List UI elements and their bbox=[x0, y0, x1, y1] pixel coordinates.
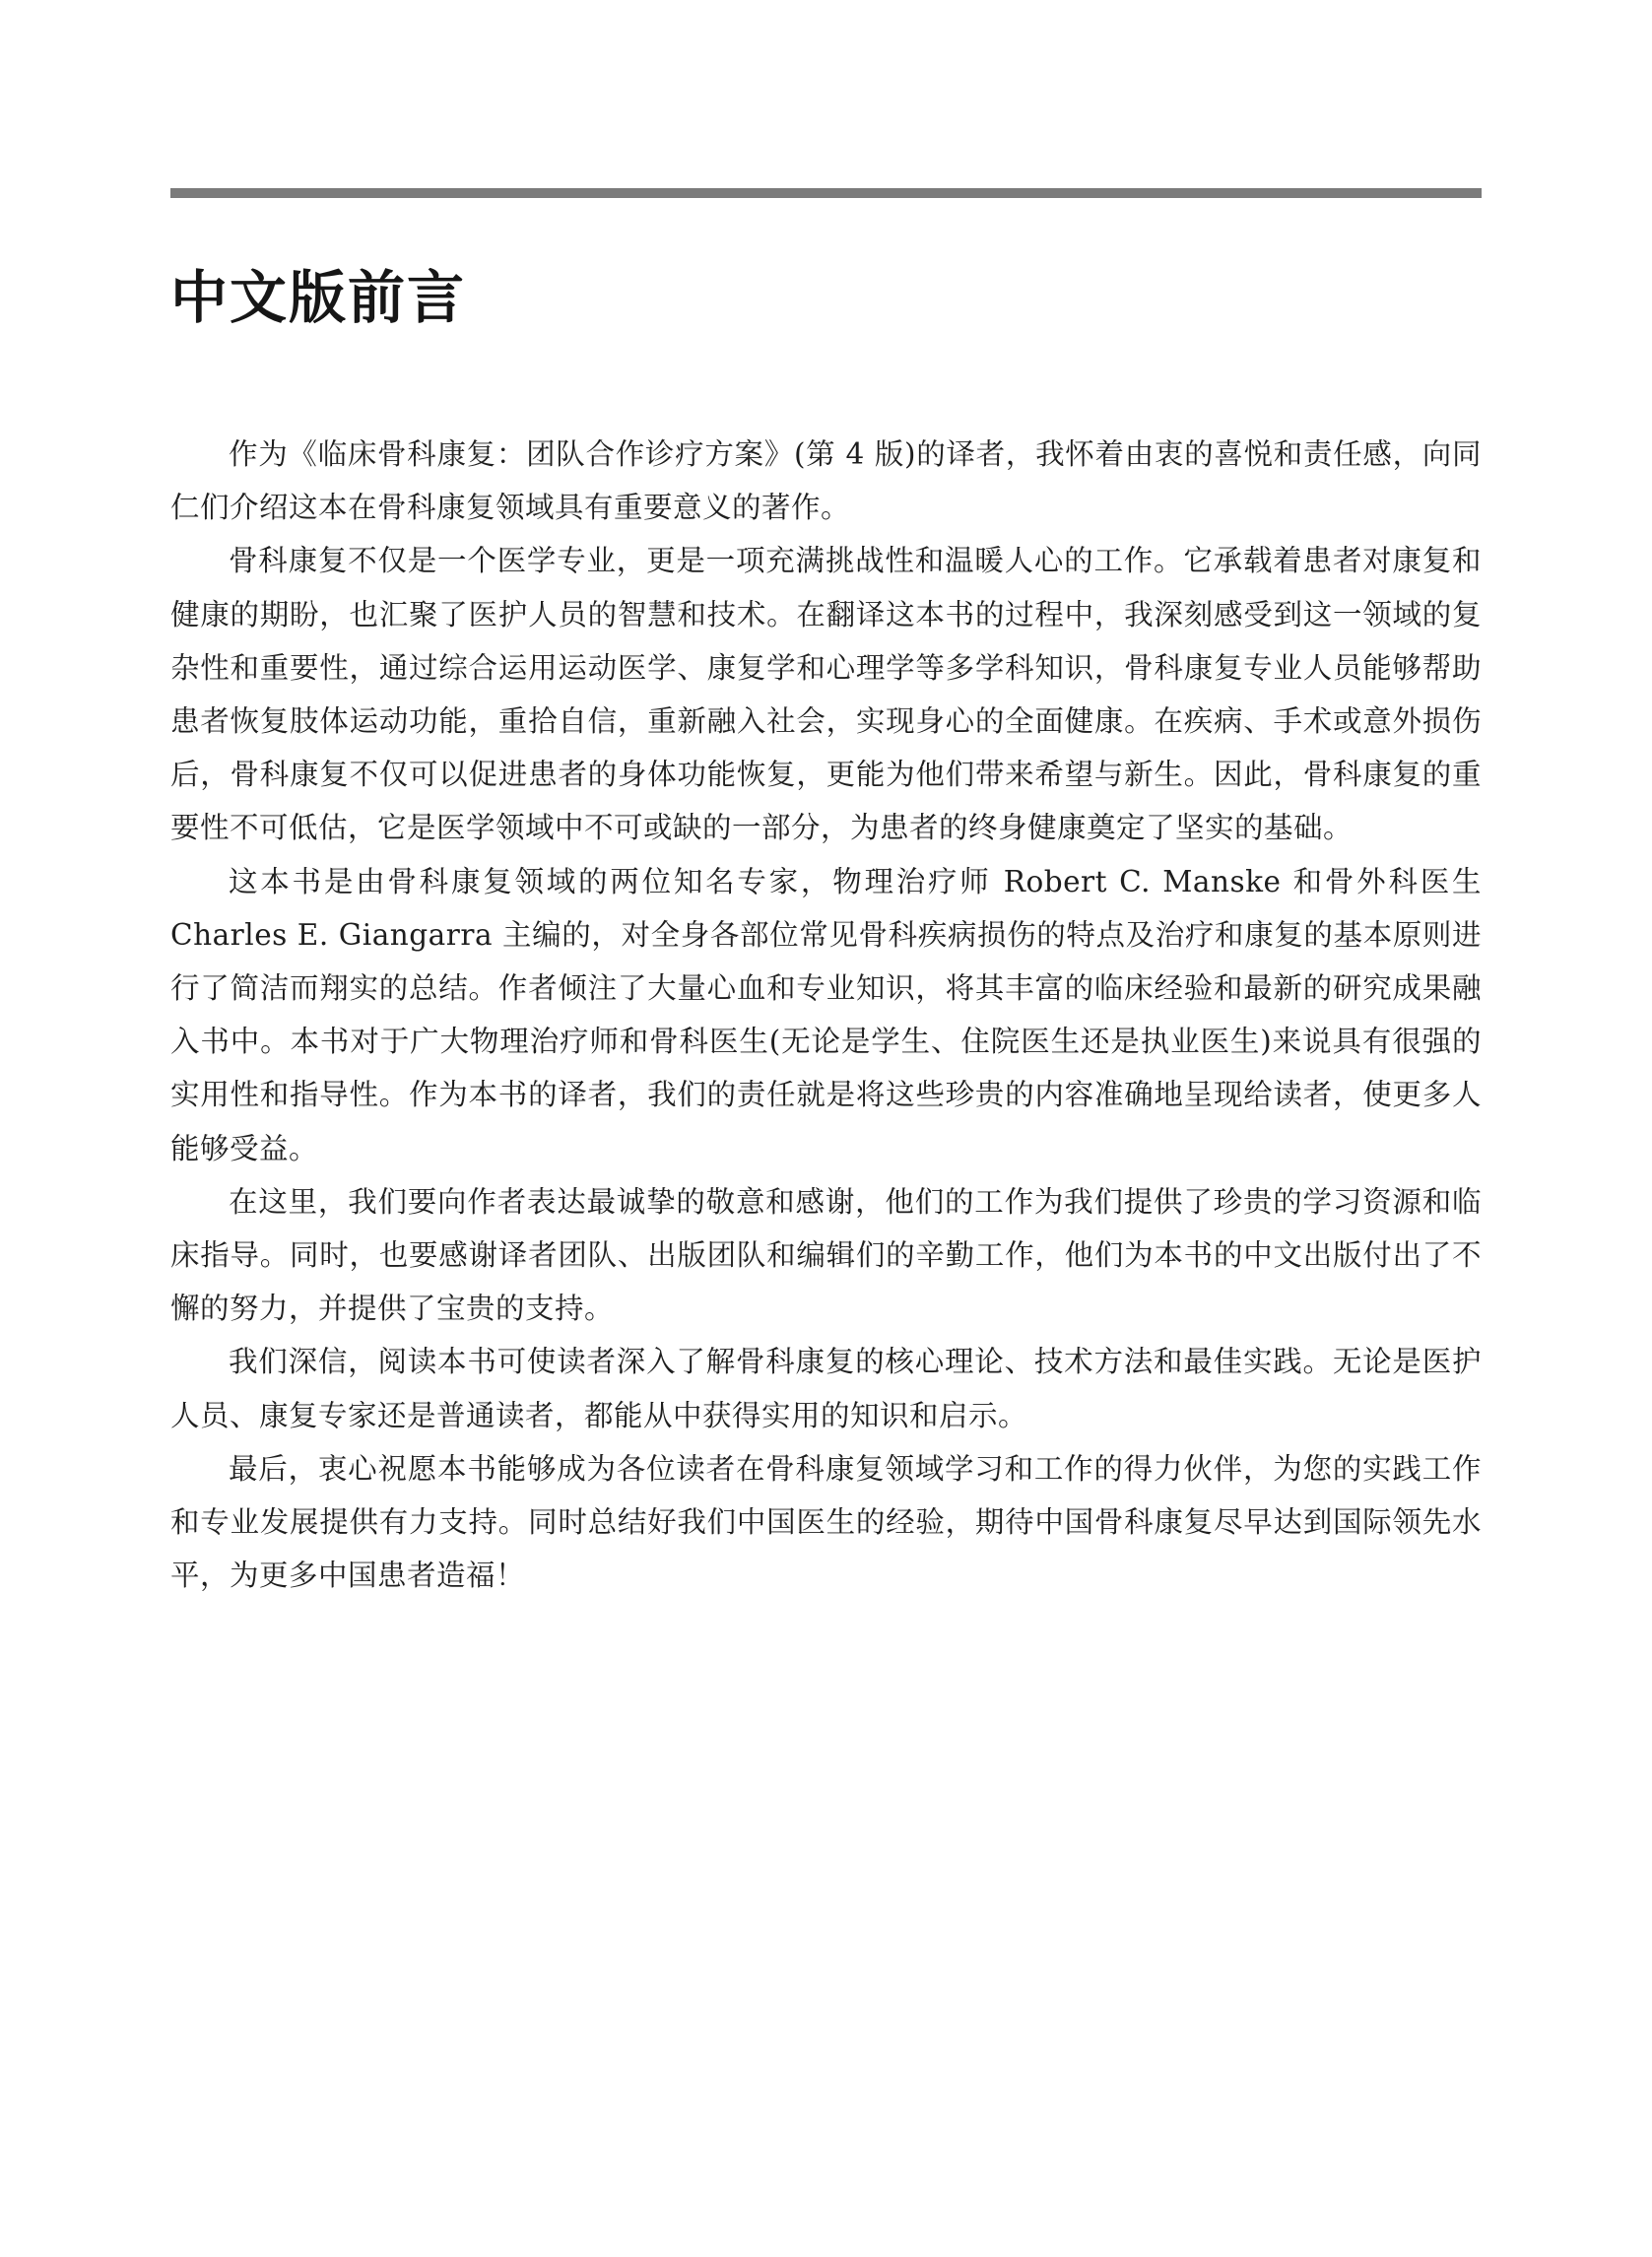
chapter-title: 中文版前言 bbox=[170, 264, 467, 331]
paragraph-1: 作为《临床骨科康复：团队合作诊疗方案》(第 4 版)的译者，我怀着由衷的喜悦和责任感，向同仁们介绍这本在骨科康复领域具有重要意义的著作。 bbox=[170, 437, 1482, 525]
paragraph-3: 这本书是由骨科康复领域的两位知名专家，物理治疗师 Robert C. Manske 和骨外科医生 Charles E. Giangarra 主编的，对全身各部位常见骨科疾病损伤的特点及治疗和康复的基本原则进行了简洁而翔实的总结。作者倾注了大量心血和专业知识，将其丰富的临床经验和最新的研究成果融入书中。本书对于广大物理治疗师和骨科医生(无论是学生、住院医生还是执业医生)来说具有很强的实用性和指导性。作为本书的译者，我们的责任就是将这些珍贵的内容准确地呈现给读者，使更多人能够受益。 bbox=[170, 864, 1482, 1165]
paragraph-4: 在这里，我们要向作者表达最诚挚的敬意和感谢，他们的工作为我们提供了珍贵的学习资源和临床指导。同时，也要感谢译者团队、出版团队和编辑们的辛勤工作，他们为本书的中文出版付出了不懈的努力，并提供了宝贵的支持。 bbox=[170, 1184, 1482, 1326]
paragraph-2: 骨科康复不仅是一个医学专业，更是一项充满挑战性和温暖人心的工作。它承载着患者对康复和健康的期盼，也汇聚了医护人员的智慧和技术。在翻译这本书的过程中，我深刻感受到这一领域的复杂性和重要性，通过综合运用运动医学、康复学和心理学等多学科知识，骨科康复专业人员能够帮助患者恢复肢体运动功能，重拾自信，重新融入社会，实现身心的全面健康。在疾病、手术或意外损伤后，骨科康复不仅可以促进患者的身体功能恢复，更能为他们带来希望与新生。因此，骨科康复的重要性不可低估，它是医学领域中不可或缺的一部分，为患者的终身健康奠定了坚实的基础。 bbox=[170, 544, 1482, 845]
paragraph-6: 最后，衷心祝愿本书能够成为各位读者在骨科康复领域学习和工作的得力伙伴，为您的实践工作和专业发展提供有力支持。同时总结好我们中国医生的经验，期待中国骨科康复尽早达到国际领先水平，为更多中国患者造福！ bbox=[170, 1451, 1482, 1593]
paragraph-5: 我们深信，阅读本书可使读者深入了解骨科康复的核心理论、技术方法和最佳实践。无论是医护人员、康复专家还是普通读者，都能从中获得实用的知识和启示。 bbox=[170, 1345, 1482, 1432]
preface-body bbox=[170, 428, 1482, 1602]
top-divider-rule bbox=[170, 188, 1482, 198]
